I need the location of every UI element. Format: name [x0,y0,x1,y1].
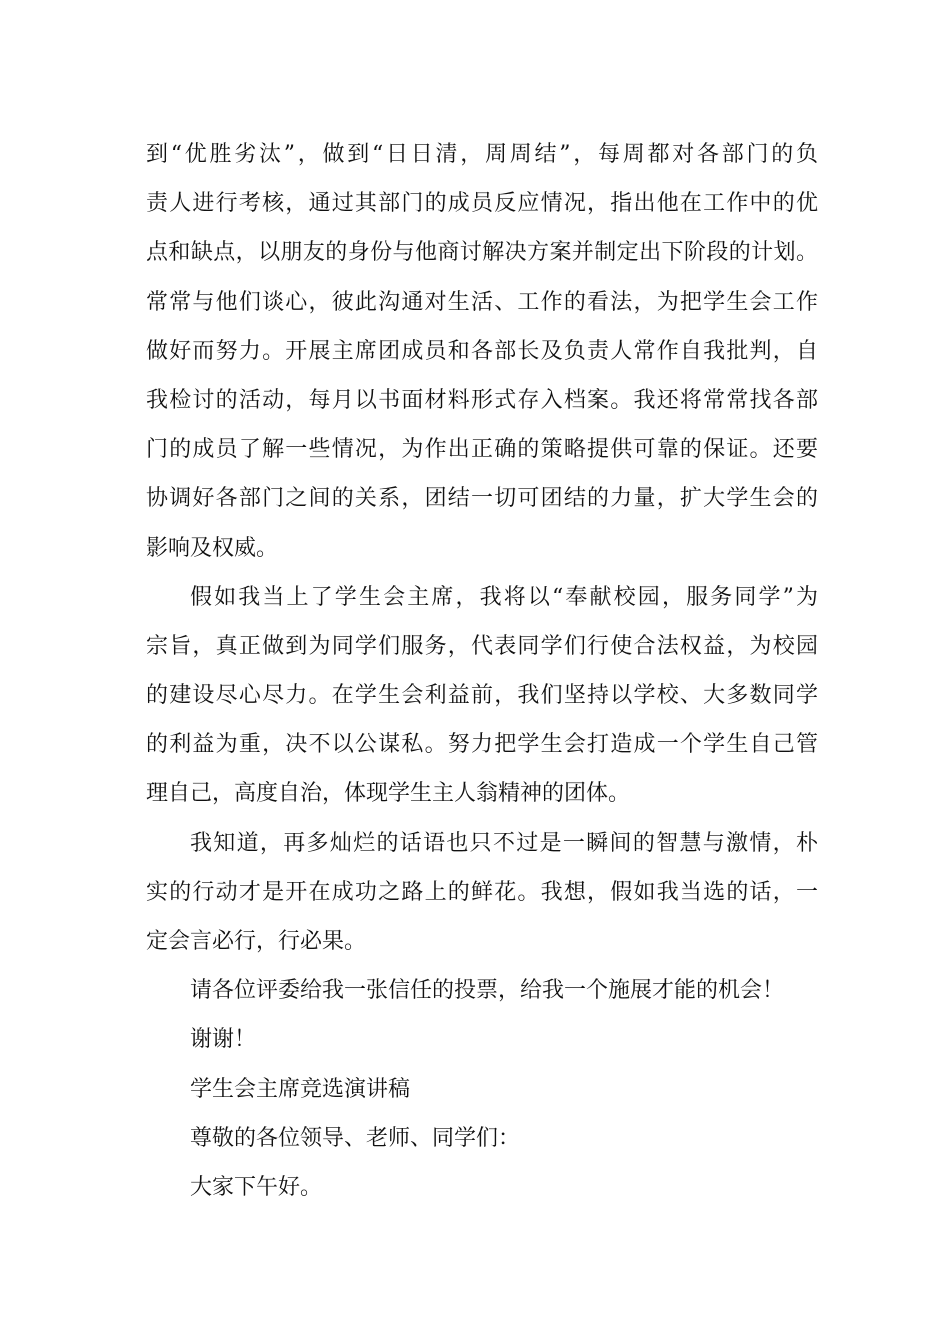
text-line: 做好而努力。开展主席团成员和各部长及负责人常作自我批判，自 [146,338,818,364]
text-line: 谢谢！ [190,1027,257,1053]
text-line: 到“优胜劣汰”，做到“日日清，周周结”，每周都对各部门的负 [146,142,818,167]
text-line: 定会言必行，行必果。 [146,929,367,954]
text-line: 责人进行考核，通过其部门的成员反应情况，指出他在工作中的优 [146,191,818,217]
text-line: 请各位评委给我一张信任的投票，给我一个施展才能的机会！ [190,978,785,1004]
text-line: 我检讨的活动，每月以书面材料形式存入档案。我还将常常找各部 [146,387,818,413]
text-line: 的利益为重，决不以公谋私。努力把学生会打造成一个学生自己管 [146,732,818,758]
text-line: 大家下午好。 [190,1174,323,1200]
text-line: 尊敬的各位领导、老师、同学们： [190,1125,521,1151]
text-line: 影响及权威。 [146,535,279,561]
text-line: 的建设尽心尽力。在学生会利益前，我们坚持以学校、大多数同学 [146,683,818,709]
text-line: 协调好各部门之间的关系，团结一切可团结的力量，扩大学生会的 [146,486,818,512]
text-line: 宗旨，真正做到为同学们服务，代表同学们行使合法权益，为校园 [146,633,818,659]
text-line: 假如我当上了学生会主席，我将以“奉献校园，服务同学”为 [190,584,818,610]
text-line: 我知道，再多灿烂的话语也只不过是一瞬间的智慧与激情，朴 [190,830,818,856]
document-body [146,130,818,1212]
text-line: 实的行动才是开在成功之路上的鲜花。我想，假如我当选的话，一 [146,879,818,905]
text-line: 学生会主席竞选演讲稿 [190,1076,411,1102]
text-line: 门的成员了解一些情况，为作出正确的策略提供可靠的保证。还要 [146,437,818,463]
text-line: 理自己，高度自治，体现学生主人翁精神的团体。 [146,781,631,807]
text-line: 点和缺点，以朋友的身份与他商讨解决方案并制定出下阶段的计划。 [146,240,818,266]
text-line: 常常与他们谈心，彼此沟通对生活、工作的看法，为把学生会工作 [146,289,818,315]
